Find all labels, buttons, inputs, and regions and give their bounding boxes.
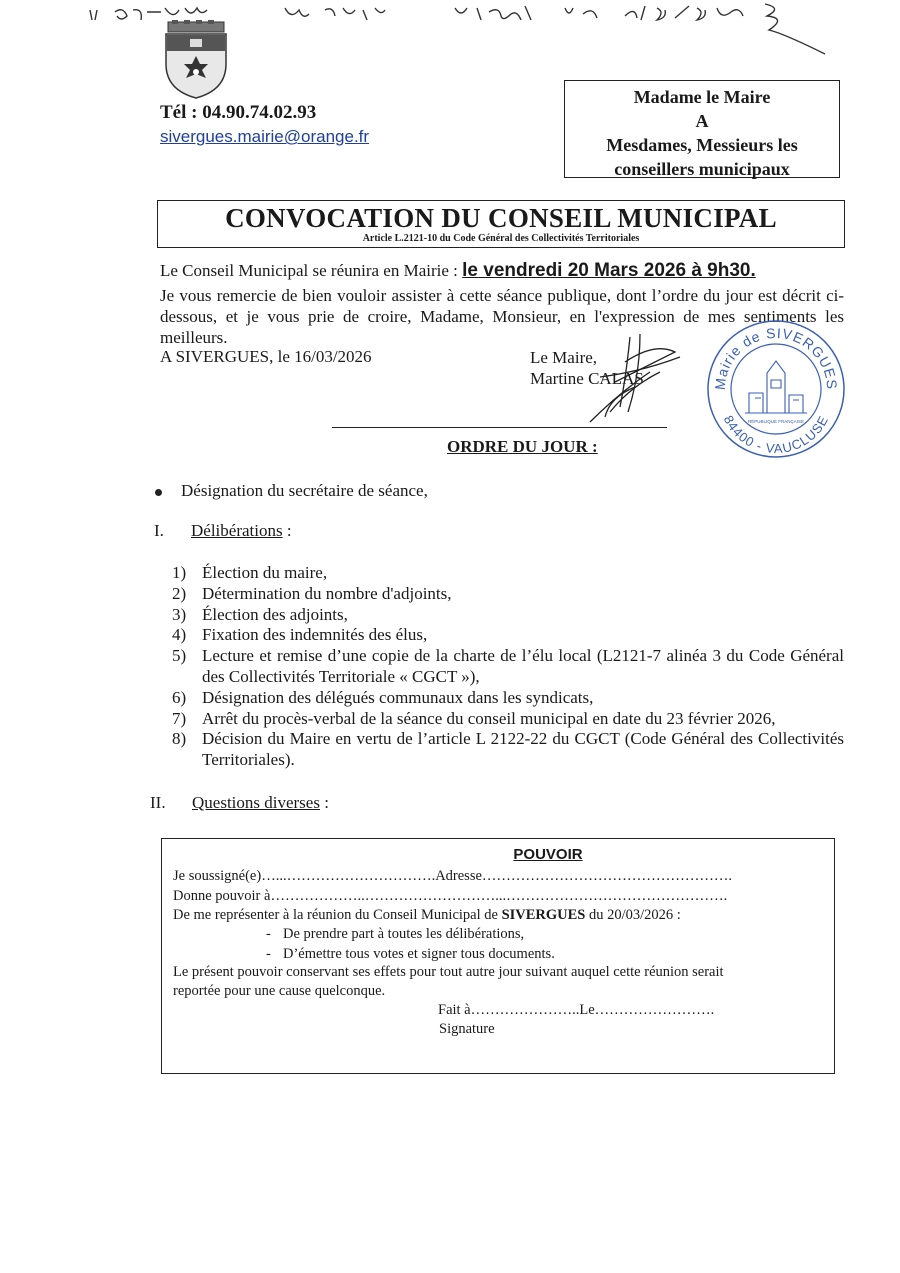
list-item bbox=[172, 646, 844, 688]
meeting-date: le vendredi 20 Mars 2026 à 9h30. bbox=[462, 260, 756, 281]
list-item bbox=[172, 729, 844, 771]
list-item bbox=[172, 563, 844, 584]
list-item bbox=[172, 584, 844, 605]
proxy-representation-line bbox=[173, 906, 681, 925]
item-number: 1) bbox=[172, 563, 187, 582]
intro-body: Je vous remercie de bien vouloir assister à cette séance publique, dont l’ordre du jour est décrit ci-dessous, et je vous prie de croire, Madame, Monsieur, en l'expression de mes sentiments les meilleurs. bbox=[160, 286, 844, 347]
section-number: II. bbox=[150, 793, 166, 812]
dash-icon: - bbox=[266, 946, 271, 962]
item-text: Désignation des délégués communaux dans les syndicats, bbox=[202, 687, 594, 707]
list-item bbox=[172, 709, 844, 730]
section-suffix: : bbox=[282, 521, 292, 540]
town-hall-stamp bbox=[705, 318, 847, 460]
section-title: Délibérations bbox=[191, 521, 283, 540]
signer-title: Le Maire, bbox=[530, 348, 598, 367]
page-title: CONVOCATION DU CONSEIL MUNICIPAL bbox=[225, 203, 777, 233]
dash-text: De prendre part à toutes les délibérations, bbox=[283, 926, 525, 942]
item-text: Détermination du nombre d'adjoints, bbox=[202, 583, 452, 603]
proxy-delegate-line[interactable]: Donne pouvoir à………………..………………………...………………………………………. bbox=[173, 888, 728, 904]
agenda-bullet-item bbox=[155, 481, 428, 501]
proxy-dash-item bbox=[266, 925, 524, 944]
handwritten-note-text: N 2026-001 affiché en Mairie le 16/03/2026 bbox=[85, 2, 103, 3]
title-box bbox=[157, 200, 845, 248]
item-text: Élection du maire, bbox=[202, 563, 328, 582]
section-suffix: : bbox=[319, 793, 329, 812]
recipient-line: conseillers municipaux bbox=[614, 159, 790, 179]
phone-number: Tél : 04.90.74.02.93 bbox=[160, 102, 317, 123]
section-title: Questions diverses bbox=[192, 793, 320, 812]
place-date: A SIVERGUES, le 16/03/2026 bbox=[160, 347, 372, 366]
stamp-bottom-text: 84400 - VAUCLUSE bbox=[720, 412, 832, 457]
proxy-signature-label: Signature bbox=[439, 1021, 495, 1037]
proxy-form-box bbox=[161, 838, 835, 1074]
meeting-announcement bbox=[160, 260, 844, 281]
item-number: 3) bbox=[172, 604, 187, 624]
item-text: Fixation des indemnités des élus, bbox=[202, 625, 428, 645]
svg-text:Mairie de SIVERGUES bbox=[712, 325, 841, 391]
recipient-line: Madame le Maire bbox=[633, 87, 771, 107]
item-number: 7) bbox=[172, 708, 187, 728]
dash-icon: - bbox=[266, 926, 271, 942]
title-subtitle: Article L.2121-10 du Code Général des Collectivités Territoriales bbox=[362, 233, 640, 244]
announcement-lead: Le Conseil Municipal se réunira en Mairie : bbox=[160, 261, 458, 280]
section-number: I. bbox=[154, 521, 164, 540]
list-item bbox=[172, 688, 844, 709]
proxy-place-date-line[interactable]: Fait à…………………..Le……………………. bbox=[438, 1002, 715, 1018]
proxy-validity-line: Le présent pouvoir conservant ses effets pour tout autre jour suivant auquel cette réunion serait bbox=[173, 964, 724, 980]
stamp-top-text: Mairie de SIVERGUES bbox=[711, 324, 841, 391]
commune-name: SIVERGUES bbox=[501, 907, 586, 923]
recipient-line: A bbox=[695, 111, 709, 131]
municipal-coat-of-arms-icon bbox=[160, 20, 232, 100]
proxy-dash-item bbox=[266, 945, 555, 964]
recipient-line: Mesdames, Messieurs les bbox=[606, 135, 798, 155]
list-item bbox=[172, 605, 844, 626]
item-number: 6) bbox=[172, 687, 187, 707]
item-text: Élection des adjoints, bbox=[202, 604, 348, 624]
proxy-validity-line: reportée pour une cause quelconque. bbox=[173, 983, 386, 999]
item-text: Décision du Maire en vertu de l’article L 2122-22 du CGCT (Code Général des Collectivités Territoriales). bbox=[202, 729, 844, 770]
signer-name: Martine CALAS bbox=[530, 369, 644, 388]
email-link[interactable]: sivergues.mairie@orange.fr bbox=[160, 127, 370, 146]
agenda-heading: ORDRE DU JOUR : bbox=[447, 437, 598, 456]
deliberations-list bbox=[172, 563, 844, 771]
item-number: 8) bbox=[172, 729, 187, 749]
stamp-banner: RÉPUBLIQUE FRANÇAISE bbox=[747, 419, 805, 424]
divider bbox=[332, 427, 667, 428]
proxy-text: du 20/03/2026 : bbox=[585, 907, 681, 923]
proxy-name-address-line[interactable]: Je soussigné(e)…...………………………….Adresse……………………………………………. bbox=[173, 868, 733, 884]
bullet-dot-icon bbox=[155, 489, 162, 496]
recipient-box bbox=[564, 80, 840, 178]
mayor-signature bbox=[580, 332, 690, 427]
section-heading-deliberations bbox=[154, 521, 292, 541]
proxy-text: De me représenter à la réunion du Conseil Municipal de bbox=[173, 907, 502, 923]
bullet-text: Désignation du secrétaire de séance, bbox=[181, 481, 428, 500]
item-text: Lecture et remise d’une copie de la charte de l’élu local (L2121-7 alinéa 3 du Code Général des Collectivités Territoriale « CGCT »), bbox=[202, 646, 844, 686]
item-text: Arrêt du procès-verbal de la séance du conseil municipal en date du 23 février 2026, bbox=[202, 708, 776, 728]
section-heading-questions bbox=[150, 793, 329, 813]
item-number: 4) bbox=[172, 625, 187, 645]
list-item bbox=[172, 625, 844, 646]
proxy-title: POUVOIR bbox=[513, 846, 583, 863]
item-number: 5) bbox=[172, 646, 187, 666]
item-number: 2) bbox=[172, 583, 187, 603]
dash-text: D’émettre tous votes et signer tous documents. bbox=[283, 946, 555, 962]
